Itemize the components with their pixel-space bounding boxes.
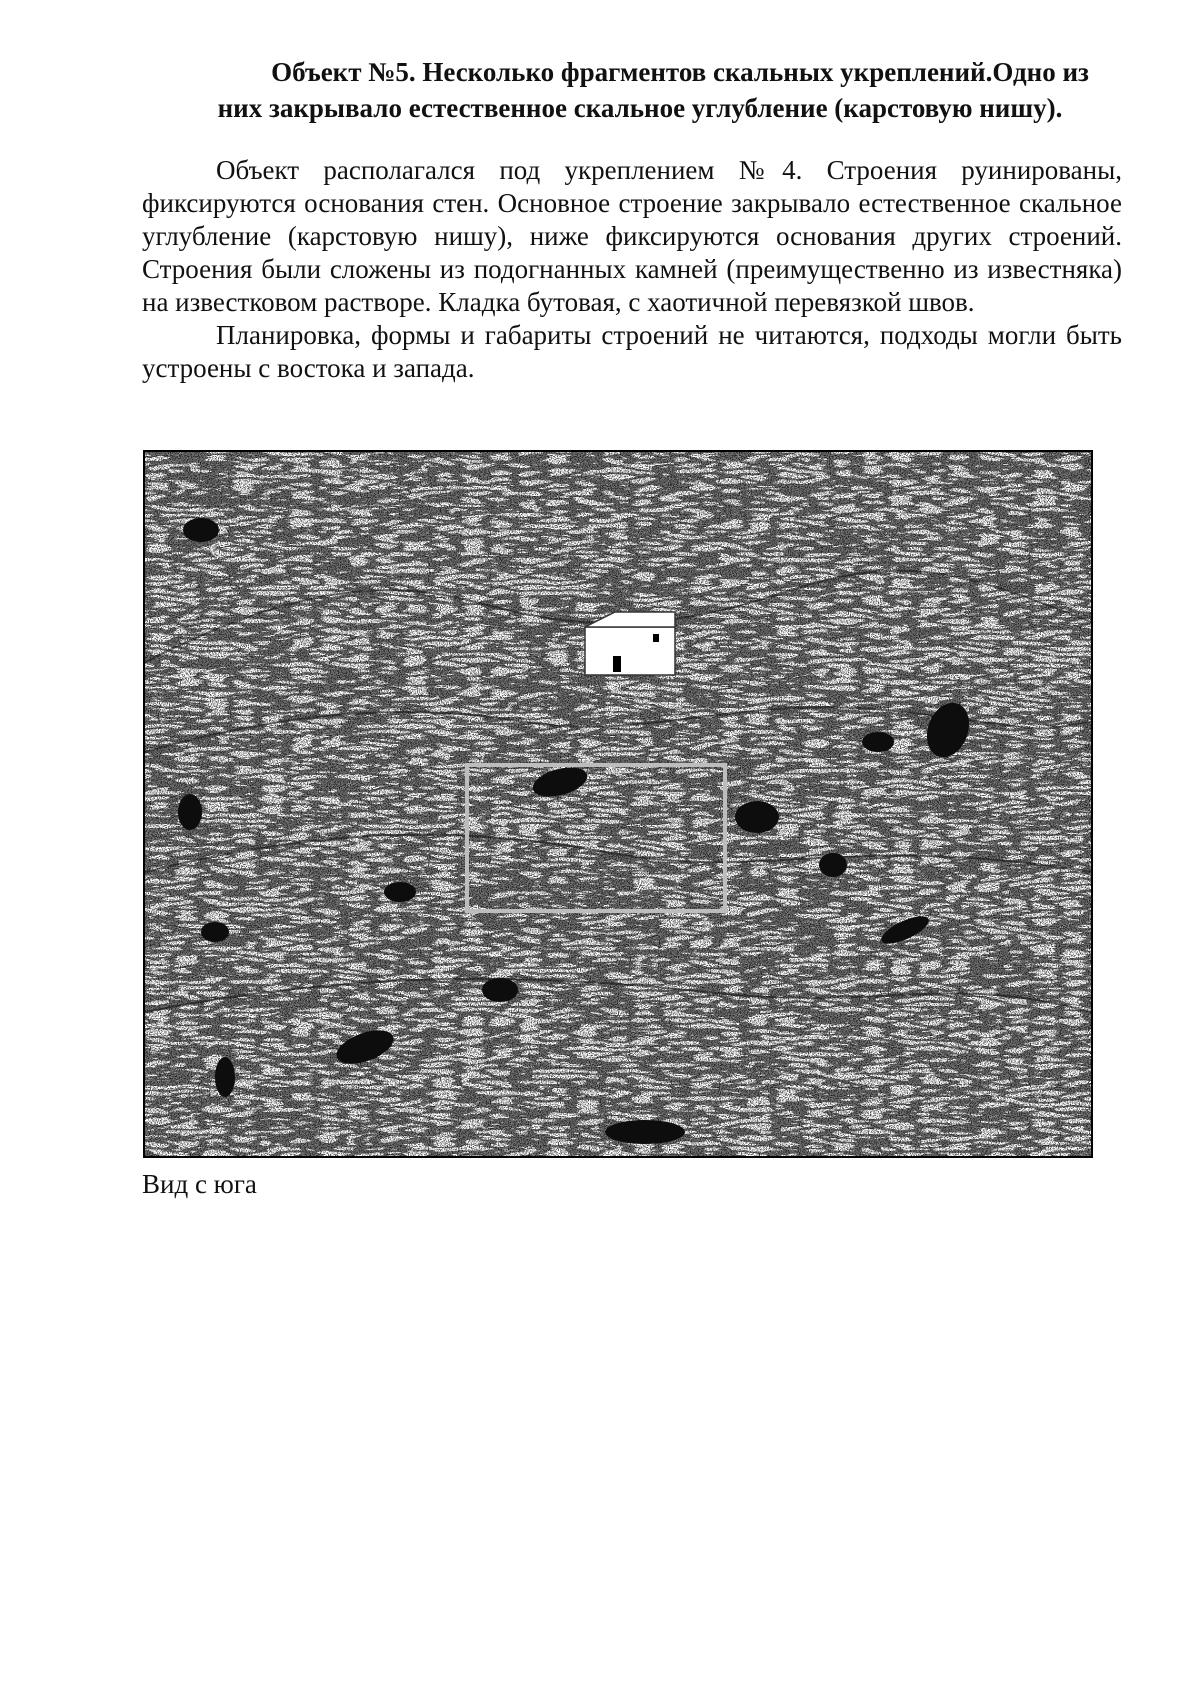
body-text bbox=[142, 154, 1122, 385]
title-line-1: Объект №5. Несколько фрагментов скальных укреплений.Одно из bbox=[271, 57, 1089, 87]
photo-caption: Вид с юга bbox=[142, 1169, 257, 1199]
rock-slope-image bbox=[145, 452, 1091, 1156]
site-photo bbox=[143, 450, 1093, 1158]
paragraph-1: Объект располагался под укреплением №4. Строения руинированы, фиксируются основания стен. Основное строение закрывало естественное скальное углубление (карстовую нишу), ниже фиксируются основания других строений. Строения были сложены из подогнанных камней (преимущественно из известняка) на известковом растворе. Кладка бутовая, с хаотичной перевязкой швов. bbox=[142, 155, 1122, 317]
paragraph-2: Планировка, формы и габариты строений не читаются, подходы могли быть устроены с востока и запада. bbox=[142, 320, 1122, 383]
document-title bbox=[150, 54, 1130, 126]
building-silhouette bbox=[585, 612, 675, 675]
title-line-2: них закрывало естественное скальное углубление (карстовую нишу). bbox=[217, 93, 1063, 123]
